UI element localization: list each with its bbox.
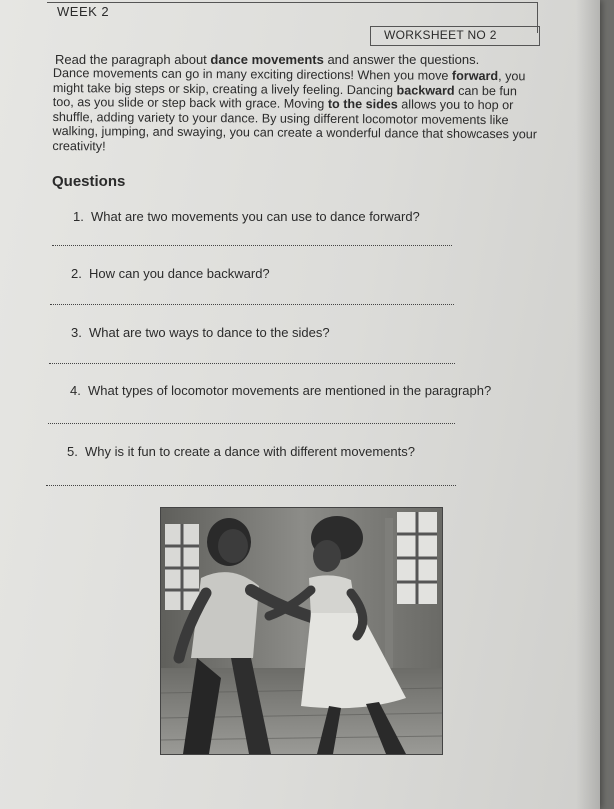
answer-line-5[interactable] (46, 485, 456, 486)
question-text: What are two movements you can use to dance forward? (91, 209, 420, 224)
paragraph-bold: to the sides (327, 97, 398, 112)
worksheet-number: WORKSHEET NO 2 (384, 28, 497, 42)
paragraph-text: allows you to hop or shuffle, adding variety to your dance. By using different locomotor movements like walking, jumping, and swaying, you can create a wonderful dance that showcases your creativity! (52, 97, 538, 154)
question-number: 3. (71, 325, 82, 340)
paragraph-bold: backward (396, 82, 455, 98)
question-text: How can you dance backward? (89, 266, 270, 281)
answer-line-1[interactable] (52, 245, 452, 246)
illustration-svg (161, 508, 442, 754)
question-1 (73, 209, 420, 224)
question-text: What types of locomotor movements are mentioned in the paragraph? (88, 383, 492, 398)
instruction-part: and answer the questions. (323, 52, 480, 67)
dancing-children-illustration (160, 507, 443, 755)
question-number: 1. (73, 209, 84, 224)
paragraph-text: can be fun too, as you slide or step back with grace. Moving (52, 83, 518, 112)
instruction-part: Read the paragraph about (55, 52, 211, 67)
question-5 (67, 444, 415, 459)
paragraph-text: , you might take big steps or skip, creating a lively feeling. Dancing (52, 69, 526, 97)
reading-paragraph (52, 66, 538, 157)
answer-line-3[interactable] (49, 363, 455, 364)
question-text: What are two ways to dance to the sides? (89, 325, 330, 340)
question-number: 5. (67, 444, 78, 459)
question-4 (70, 383, 491, 398)
instruction-bold: dance movements (210, 52, 324, 67)
week-label: WEEK 2 (57, 4, 110, 19)
answer-line-4[interactable] (48, 423, 455, 424)
question-number: 2. (71, 266, 82, 281)
paragraph-text: Dance movements can go in many exciting directions! When you move (52, 66, 452, 83)
question-2 (71, 266, 270, 281)
question-number: 4. (70, 383, 81, 398)
answer-line-2[interactable] (50, 304, 454, 305)
page-edge-shadow (576, 0, 600, 809)
instruction-text (55, 52, 525, 67)
left-window (165, 524, 199, 610)
paragraph-bold: forward (451, 68, 499, 84)
questions-heading: Questions (52, 173, 126, 190)
question-text: Why is it fun to create a dance with different movements? (85, 444, 415, 459)
question-3 (71, 325, 330, 340)
